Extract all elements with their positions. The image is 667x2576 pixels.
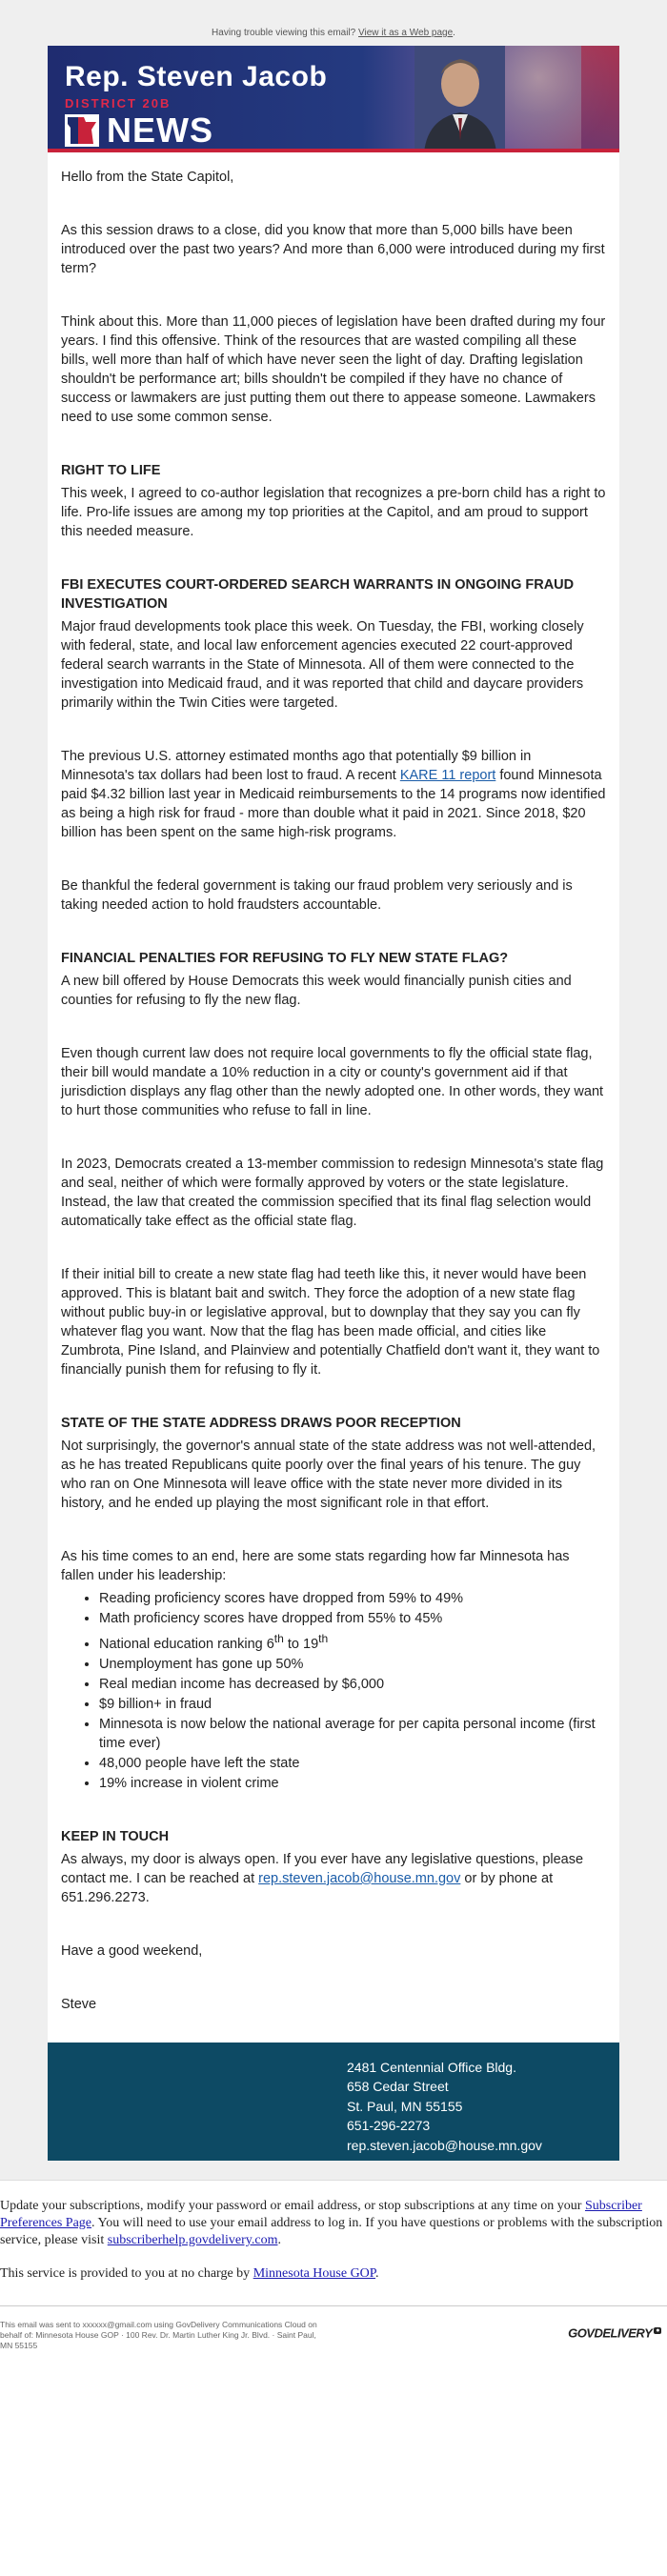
kare-11-report-link[interactable]: KARE 11 report bbox=[399, 768, 496, 783]
minnesota-logo-icon bbox=[65, 114, 99, 147]
trouble-viewing-text: Having trouble viewing this email? bbox=[212, 28, 359, 38]
list-item: • $9 billion+ in fraud bbox=[99, 1695, 606, 1714]
flag-paragraph-3: In 2023, Democrats created a 13-member commission to redesign Minnesota's state flag and seal, neither of which were formally approved by voters or the state legislature. Instead, the law that created the commission specified that its final flag selection would automatically take effect as the official state flag. bbox=[61, 1157, 604, 1229]
service-provider-paragraph bbox=[0, 2265, 667, 2283]
service-text-b: . bbox=[375, 2265, 379, 2281]
minnesota-house-gop-link[interactable]: Minnesota House GOP bbox=[253, 2265, 376, 2281]
touch-text-b: or by phone at 651.296.2273. bbox=[61, 1870, 554, 1905]
section-heading-keep-in-touch: KEEP IN TOUCH bbox=[61, 1828, 170, 1844]
service-text-a: This service is provided to you at no charge by bbox=[0, 2265, 253, 2281]
footer-phone: 651-296-2273 bbox=[347, 2118, 431, 2134]
header-banner bbox=[48, 46, 619, 152]
sos-paragraph-2: As his time comes to an end, here are some stats regarding how far Minnesota has fallen under his leadership: bbox=[61, 1549, 570, 1583]
stats-list bbox=[99, 1589, 606, 1793]
flag-paragraph-1: A new bill offered by House Democrats this week would financially punish cities and counties for refusing to fly the new flag. bbox=[61, 974, 572, 1008]
list-item: • Math proficiency scores have dropped from 55% to 45% bbox=[99, 1609, 606, 1628]
legal-footer bbox=[0, 2305, 667, 2363]
flag-paragraph-4: If their initial bill to create a new state flag had teeth like this, it never would have been approved. This is blatant bait and switch. They force the adoption of a new state flag without public buy-in or legislative approval, but to downplay that they say you can fly whatever flag you want. Now that the flag has been made official, and cities like Zumbrota, Pine Island, and Plainview and potentially Chatfield don't want it, they want to financially punish them for refusing to fly it. bbox=[61, 1267, 600, 1378]
section-heading-fbi: FBI EXECUTES COURT-ORDERED SEARCH WARRANTS IN ONGOING FRAUD INVESTIGATION bbox=[61, 577, 575, 612]
list-item: • 48,000 people have left the state bbox=[99, 1754, 606, 1773]
view-in-browser-bar bbox=[0, 0, 667, 46]
footer-email: rep.steven.jacob@house.mn.gov bbox=[347, 2137, 542, 2153]
district-label: DISTRICT 20B bbox=[65, 96, 172, 111]
email-body bbox=[48, 152, 619, 2043]
email-outer bbox=[0, 46, 667, 2180]
list-item bbox=[99, 1629, 606, 1654]
sub-text-a: Update your subscriptions, modify your password or email address, or stop subscriptions at any time on your bbox=[0, 2198, 585, 2213]
list-item: • Real median income has decreased by $6,000 bbox=[99, 1675, 606, 1694]
section-heading-state-flag: FINANCIAL PENALTIES FOR REFUSING TO FLY NEW STATE FLAG? bbox=[61, 951, 509, 966]
footer-address-line-3: St. Paul, MN 55155 bbox=[347, 2098, 463, 2114]
footer-address-line-1: 2481 Centennial Office Bldg. bbox=[347, 2059, 516, 2075]
contact-footer bbox=[48, 2043, 619, 2161]
ranking-sup-1: th bbox=[273, 1632, 284, 1645]
subscriber-preferences-link[interactable]: Subscriber Preferences Page bbox=[0, 2198, 642, 2230]
footer-address-line-2: 658 Cedar Street bbox=[347, 2079, 449, 2095]
email-card bbox=[48, 46, 619, 2161]
list-item: • Unemployment has gone up 50% bbox=[99, 1655, 606, 1674]
touch-text-a: As always, my door is always open. If you ever have any legislative questions, please contact me. I can be reached at bbox=[61, 1851, 584, 1886]
subscription-paragraph bbox=[0, 2198, 667, 2249]
list-item: • Minnesota is now below the national average for per capita personal income (first time ever) bbox=[99, 1715, 606, 1753]
list-item: • 19% increase in violent crime bbox=[99, 1774, 606, 1793]
fbi-paragraph-2-text-b: found Minnesota paid $4.32 billion last year in Medicaid reimbursements to the 14 programs now identified as being a high risk for fraud - more than double what it paid in 2021. Since 2018, $20 billion has been spent on the same high-risk programs. bbox=[61, 768, 606, 840]
subscription-info bbox=[0, 2180, 667, 2283]
representative-name: Rep. Steven Jacob bbox=[65, 61, 328, 92]
fbi-paragraph-3: Be thankful the federal government is taking our fraud problem very seriously and is taking needed action to hold fraudsters accountable. bbox=[61, 878, 573, 913]
govdelivery-logo[interactable] bbox=[568, 2325, 661, 2341]
ranking-text-a: National education ranking 6 bbox=[99, 1636, 274, 1652]
fbi-paragraph-2 bbox=[61, 747, 606, 842]
list-item: • Reading proficiency scores have dropped from 59% to 49% bbox=[99, 1589, 606, 1608]
news-label: NEWS bbox=[107, 111, 213, 150]
keep-in-touch-paragraph bbox=[61, 1850, 606, 1907]
fbi-paragraph-2-text-a: The previous U.S. attorney estimated months ago that potentially $9 billion in Minnesota's tax dollars had been lost to fraud. A recent bbox=[61, 749, 532, 783]
intro-paragraph-2: Think about this. More than 11,000 pieces of legislation have been drafted during my four years. I find this offensive. Think of the resources that are wasted compiling all these bills, well more than half of which have never seen the light of day. Drafting legislation shouldn't be performance art; bills shouldn't be compiled if they have no chance of success or lawmakers are just putting them out there to appease someone. Lawmakers need to use some common sense. bbox=[61, 314, 606, 425]
topbar-period: . bbox=[453, 28, 455, 38]
greeting: Hello from the State Capitol, bbox=[61, 170, 234, 185]
representative-portrait bbox=[414, 46, 505, 152]
section-heading-right-to-life: RIGHT TO LIFE bbox=[61, 463, 161, 478]
sub-text-c: . bbox=[277, 2232, 281, 2247]
legal-text: This email was sent to xxxxxx@gmail.com using GovDelivery Communications Cloud on behalf of: Minnesota House GOP · 100 Rev. Dr. Martin Luther King Jr. Blvd. · Saint Paul, MN 55155 bbox=[0, 2319, 317, 2350]
view-as-web-page-link[interactable]: View it as a Web page bbox=[358, 28, 454, 38]
banner-flag-accent bbox=[581, 46, 619, 152]
section-heading-state-of-state: STATE OF THE STATE ADDRESS DRAWS POOR RECEPTION bbox=[61, 1416, 461, 1431]
sos-paragraph-1: Not surprisingly, the governor's annual state of the state address was not well-attended, as he has treated Republicans quite poorly over the final years of his tenure. The guy who ran on One Minnesota will leave office with the state never more divided in its history, and he ended up playing the most significant role in that effort. bbox=[61, 1439, 596, 1511]
closing-line: Have a good weekend, bbox=[61, 1942, 203, 1959]
sub-text-b: . You will need to use your email address to log in. If you have questions or problems with the subscription service, please visit bbox=[0, 2215, 663, 2247]
ranking-sup-2: th bbox=[318, 1632, 329, 1645]
chat-bubble-icon: ● bbox=[656, 2326, 659, 2334]
right-to-life-paragraph: This week, I agreed to co-author legislation that recognizes a pre-born child has a right to life. Pro-life issues are among my top priorities at the Capitol, and am proud to support this needed measure. bbox=[61, 486, 606, 539]
flag-paragraph-2: Even though current law does not require local governments to fly the official state flag, their bill would mandate a 10% reduction in a city or county's government aid if that jurisdiction displays any flag other than the newly adopted one. In other words, they want to hurt those communities who refuse to fall in line. bbox=[61, 1046, 604, 1118]
subscriber-help-link[interactable]: subscriberhelp.govdelivery.com bbox=[107, 2232, 278, 2247]
fbi-paragraph-1: Major fraud developments took place this week. On Tuesday, the FBI, working closely with federal, state, and local law enforcement agencies executed 22 court-approved federal search warrants in the State of Minnesota. All of them were connected to the investigation into Medicaid fraud, and it was reported that child and daycare providers primarily within the Twin Cities were targeted. bbox=[61, 619, 584, 711]
govdelivery-text: GOVDELIVERY bbox=[568, 2325, 653, 2341]
email-link[interactable]: rep.steven.jacob@house.mn.gov bbox=[258, 1870, 461, 1886]
ranking-text-b: to 19 bbox=[283, 1636, 319, 1652]
intro-paragraph-1: As this session draws to a close, did you know that more than 5,000 bills have been introduced over the past two years? And more than 6,000 were introduced during my first term? bbox=[61, 223, 605, 276]
signature: Steve bbox=[61, 1996, 97, 2012]
